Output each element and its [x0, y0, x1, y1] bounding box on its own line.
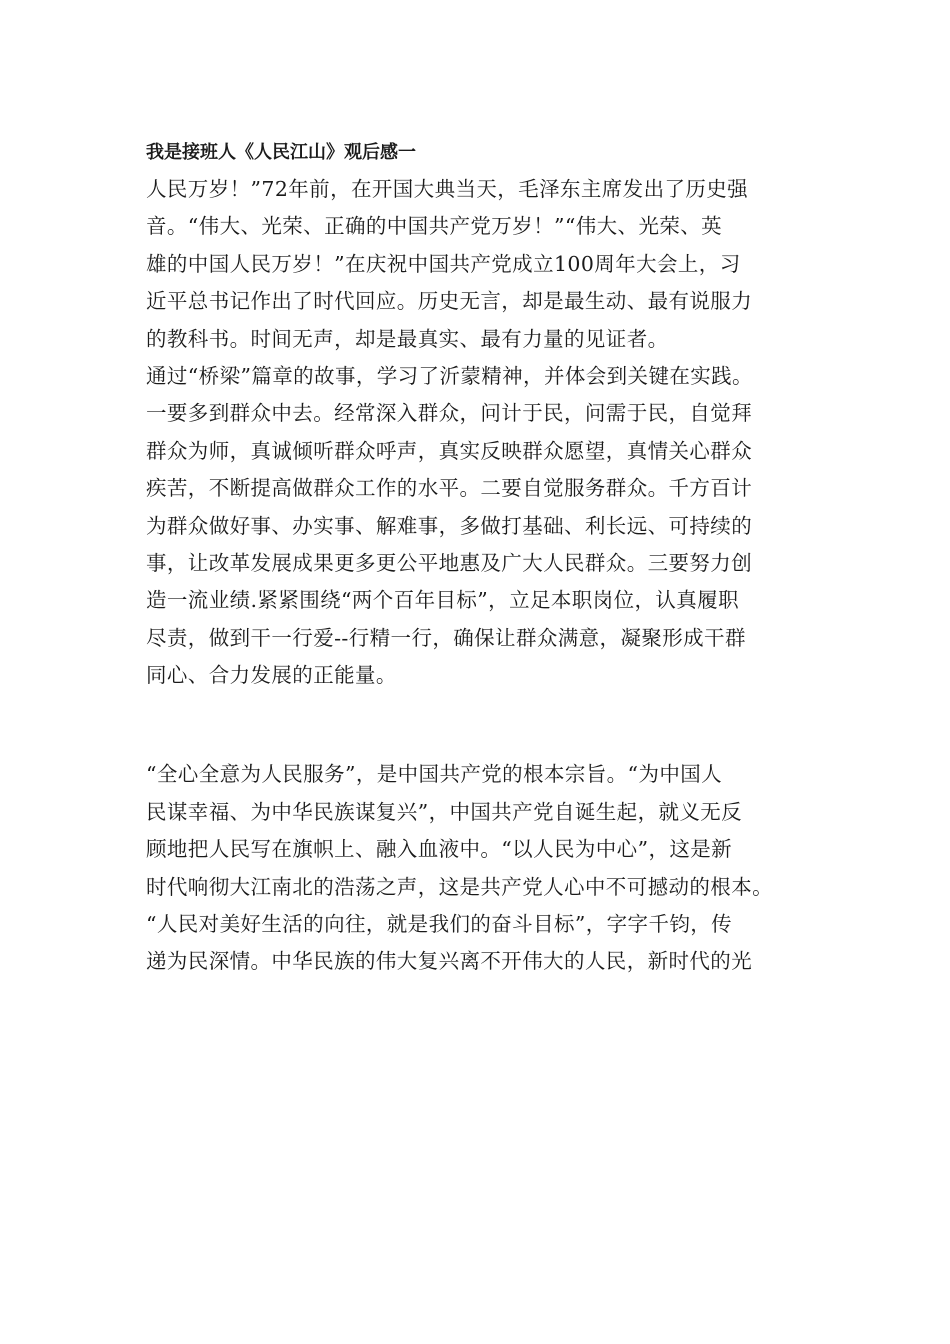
text-line: 的教科书。时间无声，却是最真实、最有力量的见证者。 [146, 326, 669, 351]
paragraph-intro [146, 171, 811, 358]
text-line: 近平总书记作出了时代回应。历史无言，却是最生动、最有说服力 [146, 289, 753, 314]
text-line: 民谋幸福、为中华民族谋复兴”，中国共产党自诞生起，就义无反 [146, 799, 743, 824]
text-line: 造一流业绩.紧紧围绕“两个百年目标”，立足本职岗位，认真履职 [146, 588, 739, 613]
text-line: 通过“桥梁”篇章的故事，学习了沂蒙精神，并体会到关键在实践。 [146, 363, 753, 388]
text-line: “人民对美好生活的向往，就是我们的奋斗目标”，字字千钧，传 [146, 912, 733, 937]
document-body [146, 135, 811, 981]
text-line: 顾地把人民写在旗帜上、融入血液中。“以人民为中心”，这是新 [146, 837, 733, 862]
text-line: 疾苦，不断提高做群众工作的水平。二要自觉服务群众。千方百计 [146, 476, 753, 501]
text-line: 一要多到群众中去。经常深入群众，问计于民，问需于民，自觉拜 [146, 401, 753, 426]
document-title: 我是接班人《人民江山》观后感一 [146, 142, 416, 163]
paragraph-spacer [146, 694, 811, 756]
text-line: 递为民深情。中华民族的伟大复兴离不开伟大的人民，新时代的光 [146, 949, 753, 974]
text-line: 尽责，做到干一行爱--行精一行，确保让群众满意，凝聚形成干群 [146, 625, 746, 650]
text-line: 时代响彻大江南北的浩荡之声，这是共产党人心中不可撼动的根本。 [146, 874, 773, 899]
text-line: 雄的中国人民万岁！”在庆祝中国共产党成立100周年大会上，习 [146, 251, 741, 276]
text-line: 事，让改革发展成果更多更公平地惠及广大人民群众。三要努力创 [146, 550, 753, 575]
text-line: “全心全意为人民服务”，是中国共产党的根本宗旨。“为中国人 [146, 762, 723, 787]
text-line: 同心、合力发展的正能量。 [146, 663, 397, 688]
text-line: 音。“伟大、光荣、正确的中国共产党万岁！”“伟大、光荣、英 [146, 214, 723, 239]
paragraph-bridge [146, 358, 811, 695]
text-line: 为群众做好事、办实事、解难事，多做打基础、利长远、可持续的 [146, 513, 753, 538]
text-line: 群众为师，真诚倾听群众呼声，真实反映群众愿望，真情关心群众 [146, 438, 753, 463]
paragraph-people [146, 756, 811, 980]
text-line: 人民万岁！”72年前，在开国大典当天，毛泽东主席发出了历史强 [146, 177, 749, 201]
